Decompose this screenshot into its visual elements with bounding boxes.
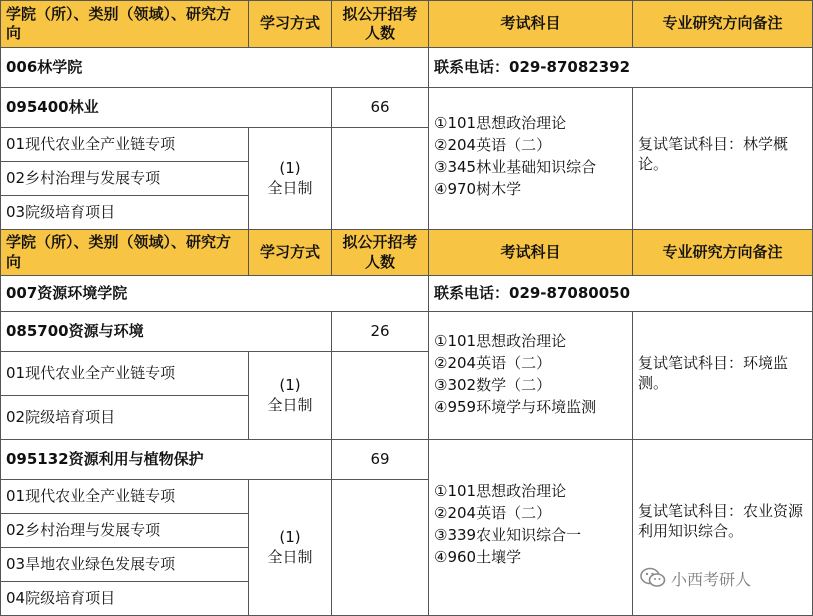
exam-subject: ④970树木学 xyxy=(434,180,522,198)
research-direction: 03旱地农业绿色发展专项 xyxy=(0,548,249,582)
exam-subject: ②204英语（二） xyxy=(434,504,552,522)
college-contact: 联系电话：029-87082392 xyxy=(429,48,813,88)
header-planned-enrollment: 拟公开招考人数 xyxy=(332,230,429,276)
header-exam-subjects: 考试科目 xyxy=(429,230,633,276)
research-direction: 02乡村治理与发展专项 xyxy=(0,514,249,548)
research-direction: 01现代农业全产业链专项 xyxy=(0,352,249,396)
exam-subjects-cell xyxy=(429,88,633,230)
exam-subject: ③302数学（二） xyxy=(434,376,552,394)
research-direction: 03院级培育项目 xyxy=(0,196,249,230)
remark-cell: 复试笔试科目：林学概论。 xyxy=(633,88,813,230)
major-enrollment-count: 26 xyxy=(332,312,429,352)
exam-subject: ①101思想政治理论 xyxy=(434,114,567,132)
exam-subject: ①101思想政治理论 xyxy=(434,332,567,350)
research-direction: 04院级培育项目 xyxy=(0,582,249,616)
empty-enrollment-cell xyxy=(332,480,429,616)
exam-subjects-cell xyxy=(429,440,633,616)
remark-cell: 复试笔试科目：农业资源利用知识综合。 xyxy=(633,440,813,616)
study-mode-cell xyxy=(249,480,332,616)
exam-subject: ④959环境学与环境监测 xyxy=(434,398,597,416)
exam-subject: ④960土壤学 xyxy=(434,548,522,566)
header-remarks: 专业研究方向备注 xyxy=(633,0,813,48)
exam-subject: ①101思想政治理论 xyxy=(434,482,567,500)
major-name: 095132资源利用与植物保护 xyxy=(0,440,332,480)
exam-subject: ②204英语（二） xyxy=(434,354,552,372)
watermark xyxy=(640,566,751,590)
exam-subject: ③345林业基础知识综合 xyxy=(434,158,597,176)
major-name: 095400林业 xyxy=(0,88,332,128)
research-direction: 02乡村治理与发展专项 xyxy=(0,162,249,196)
empty-enrollment-cell xyxy=(332,128,429,230)
header-planned-enrollment: 拟公开招考人数 xyxy=(332,0,429,48)
major-name: 085700资源与环境 xyxy=(0,312,332,352)
study-mode-cell xyxy=(249,352,332,440)
major-enrollment-count: 66 xyxy=(332,88,429,128)
study-mode-label: 全日制 xyxy=(267,178,313,197)
header-study-mode: 学习方式 xyxy=(249,0,332,48)
empty-enrollment-cell xyxy=(332,352,429,440)
header-study-mode: 学习方式 xyxy=(249,230,332,276)
study-mode-code: (1) xyxy=(279,528,301,546)
study-mode-label: 全日制 xyxy=(267,547,313,566)
header-exam-subjects: 考试科目 xyxy=(429,0,633,48)
study-mode-code: (1) xyxy=(279,376,301,394)
header-remarks: 专业研究方向备注 xyxy=(633,230,813,276)
college-name: 006林学院 xyxy=(0,48,429,88)
study-mode-cell xyxy=(249,128,332,230)
wechat-icon xyxy=(640,567,666,589)
research-direction: 01现代农业全产业链专项 xyxy=(0,480,249,514)
college-name: 007资源环境学院 xyxy=(0,276,429,312)
header-college: 学院（所）、类别（领域）、研究方向 xyxy=(0,0,249,48)
research-direction: 02院级培育项目 xyxy=(0,396,249,440)
exam-subjects-cell xyxy=(429,312,633,440)
remark-cell: 复试笔试科目：环境监测。 xyxy=(633,312,813,440)
exam-subject: ②204英语（二） xyxy=(434,136,552,154)
study-mode-code: (1) xyxy=(279,159,301,177)
exam-subject: ③339农业知识综合一 xyxy=(434,526,582,544)
header-college: 学院（所）、类别（领域）、研究方向 xyxy=(0,230,249,276)
college-contact: 联系电话：029-87080050 xyxy=(429,276,813,312)
research-direction: 01现代农业全产业链专项 xyxy=(0,128,249,162)
major-enrollment-count: 69 xyxy=(332,440,429,480)
watermark-text: 小西考研人 xyxy=(671,569,752,589)
study-mode-label: 全日制 xyxy=(267,395,313,414)
